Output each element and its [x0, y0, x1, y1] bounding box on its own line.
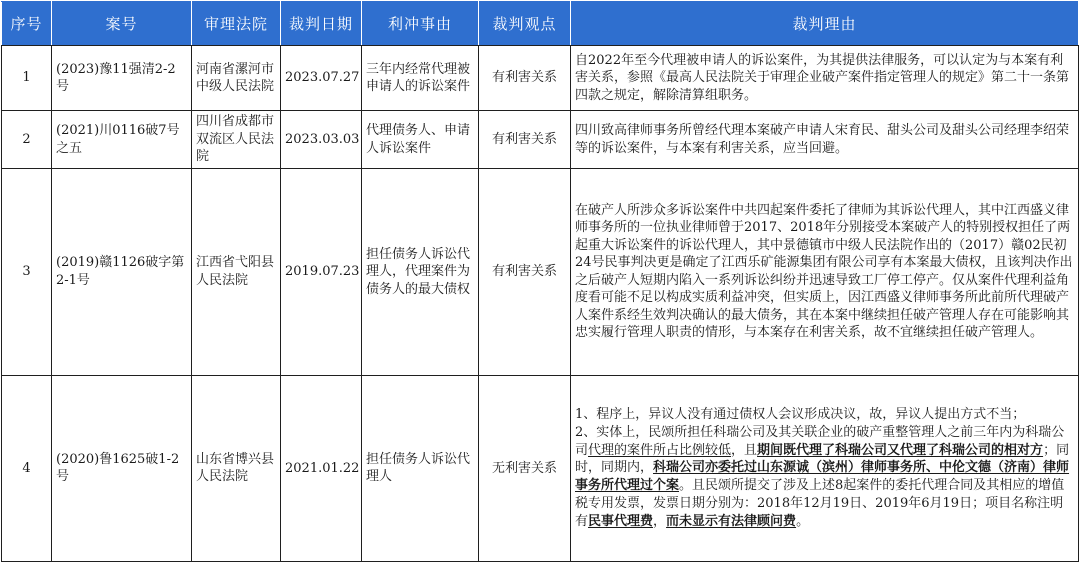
row-case-no: (2020)鲁1625破1-2号 [52, 375, 192, 561]
row-court: 河南省漯河市中级人民法院 [192, 46, 281, 111]
row-conflict: 担任债务人诉讼代理人 [362, 375, 479, 561]
row-view: 有利害关系 [479, 169, 571, 375]
header-view: 裁判观点 [479, 2, 571, 46]
table-row [2, 375, 1079, 561]
row-view: 无利害关系 [479, 375, 571, 561]
row-view: 有利害关系 [479, 46, 571, 111]
reason-highlight-low-proportion: 代理的案件所占比例较低 [588, 442, 732, 458]
header-reason: 裁判理由 [571, 2, 1079, 46]
row-reason: 四川致高律师事务所曾经代理本案破产申请人宋育民、甜头公司及甜头公司经理李绍荣等的诉讼案件，与本案有利害关系，应当回避。 [571, 111, 1079, 169]
reason-text: ， [653, 513, 667, 529]
reason-highlight-both-sides: 期间既代理了科瑞公司又代理了科瑞公司的相对方 [757, 442, 1044, 458]
reason-highlight-civil-fee: 民事代理费 [588, 513, 654, 529]
row-index: 2 [2, 111, 52, 169]
reason-substance-text: 2、实体上，民颂所担任科瑞公司及其关联企业的破产重整管理人之前三年内为科瑞公司 [575, 424, 1065, 458]
header-court: 审理法院 [192, 2, 281, 46]
reason-highlight-other-firms: 科瑞公司亦委托过山东源诚（滨州）律师事务所、中伦文德（济南）律师事务所代理过个案 [575, 460, 1070, 494]
row-case-no: (2019)赣1126破字第2-1号 [52, 169, 192, 375]
row-court: 山东省博兴县人民法院 [192, 375, 281, 561]
row-date: 2019.07.23 [281, 169, 362, 375]
row-date: 2023.03.03 [281, 111, 362, 169]
header-case-no: 案号 [52, 2, 192, 46]
row-conflict: 三年内经常代理被申请人的诉讼案件 [362, 46, 479, 111]
row-conflict: 担任债务人诉讼代理人，代理案件为债务人的最大债权 [362, 169, 479, 375]
row-reason: 在破产人所涉众多诉讼案件中共四起案件委托了律师为其诉讼代理人，其中江西盛义律师事务所的一位执业律师曾于2017、2018年分别接受本案破产人的特别授权担任了两起重大诉讼案件的诉讼代理人，其中景德镇市中级人民法院作出的（2017）赣02民初24号民事判决更是确定了江西乐矿能源集团有限公司享有本案最大债权，且该判决作出之后破产人短期内陷入一系列诉讼纠纷并迅速导致工厂停工停产。仅从案件代理利益角度看可能不足以构成实质利益冲突，但实质上，因江西盛义律师事务所此前所代理破产人案件系经生效判决确认的最大债务，其在本案中继续担任破产管理人存在可能影响其忠实履行管理人职责的情形，与本案存在利害关系，故不宜继续担任破产管理人。 [571, 169, 1079, 375]
row-date: 2021.01.22 [281, 375, 362, 561]
rulings-table [1, 1, 1079, 562]
row-reason: 自2022年至今代理被申请人的诉讼案件，为其提供法律服务，可以认定为与本案有利害关系，参照《最高人民法院关于审理企业破产案件指定管理人的规定》第二十一条第四款之规定，解除清算组职务。 [571, 46, 1079, 111]
row-view: 有利害关系 [479, 111, 571, 169]
row-court: 江西省弋阳县人民法院 [192, 169, 281, 375]
row-index: 1 [2, 46, 52, 111]
table-row [2, 169, 1079, 375]
row-index: 3 [2, 169, 52, 375]
reason-text: 。且民颂所提交了涉及上述8起案件的委托代理合同及其相应的增值税专用发票，发票日期分别为：2018年12月19日、2019年6月19日；项目名称注明有 [575, 478, 1065, 529]
row-case-no: (2021)川0116破7号之五 [52, 111, 192, 169]
row-index: 4 [2, 375, 52, 561]
header-index: 序号 [2, 2, 52, 46]
row-reason [571, 375, 1079, 561]
reason-text: ；同时，同期内， [575, 442, 1070, 476]
header-date: 裁判日期 [281, 2, 362, 46]
row-date: 2023.07.27 [281, 46, 362, 111]
table-row [2, 111, 1079, 169]
row-court: 四川省成都市双流区人民法院 [192, 111, 281, 169]
reason-highlight-no-counsel-fee: 而未显示有法律顾问费 [666, 513, 797, 529]
row-case-no: (2023)豫11强清2-2号 [52, 46, 192, 111]
row-conflict: 代理债务人、申请人诉讼案件 [362, 111, 479, 169]
reason-procedure-text: 1、程序上，异议人没有通过债权人会议形成决议，故，异议人提出方式不当； [575, 407, 1026, 423]
table-row [2, 46, 1079, 111]
header-row [2, 2, 1079, 46]
header-conflict: 利冲事由 [362, 2, 479, 46]
reason-text: 。 [796, 513, 810, 529]
reason-text: ，且 [731, 442, 758, 458]
